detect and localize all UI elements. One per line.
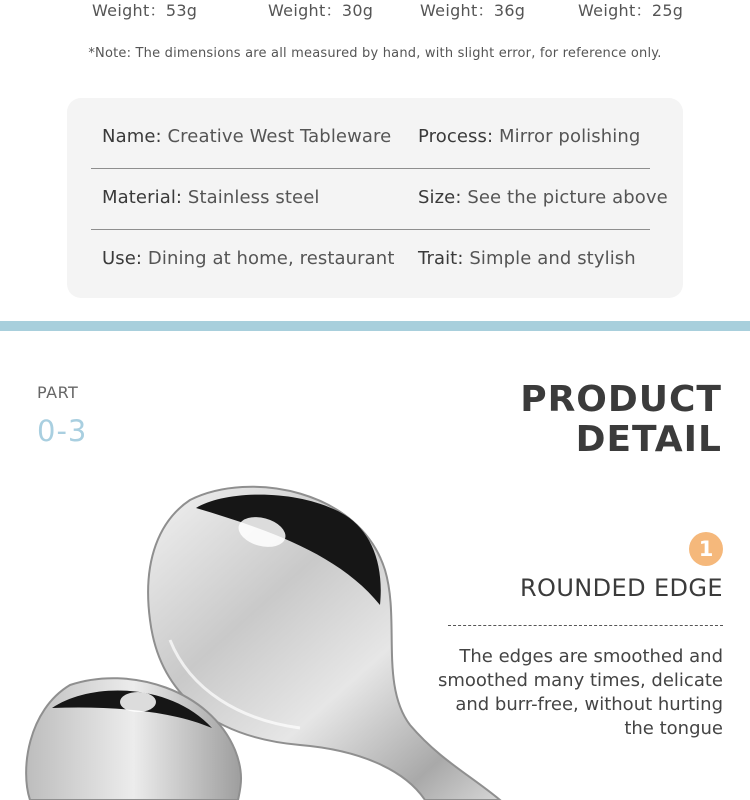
spec-value: See the picture above [461,187,668,208]
spec-key: Use: [102,248,143,269]
spec-key: Size: [418,187,462,208]
spec-row [91,169,668,230]
spec-key: Name: [102,126,162,147]
spec-use [102,248,394,269]
weight-label: Weight：30g [268,1,374,20]
weight-label: Weight：25g [578,1,684,20]
spoon-product-image [0,470,530,800]
spec-material [102,187,319,208]
section-divider [0,321,750,331]
weight-label: Weight：36g [420,1,526,20]
spec-trait [418,248,636,269]
section-title-line: DETAIL [575,419,722,460]
spec-process [418,126,640,147]
spec-value: Stainless steel [182,187,320,208]
part-label: PART [37,383,79,402]
spec-value: Dining at home, restaurant [142,248,395,269]
feature-description: The edges are smoothed and smoothed many times, delicate and burr-free, without hurting the tongue [437,646,723,739]
spec-size [418,187,668,208]
measurement-note: *Note: The dimensions are all measured by hand, with slight error, for reference only. [88,46,662,61]
dashed-divider [448,625,723,626]
feature-number-badge: 1 [689,532,723,566]
spec-key: Trait: [418,248,464,269]
section-title-line: PRODUCT [520,379,722,420]
spec-row [91,108,650,169]
spec-card [67,98,683,298]
spec-value: Simple and stylish [463,248,636,269]
spec-key: Material: [102,187,183,208]
feature-title: ROUNDED EDGE [519,574,723,602]
spec-name [102,126,391,147]
spec-value: Creative West Tableware [161,126,392,147]
section-title [520,380,722,460]
spec-row [91,230,650,291]
spec-value: Mirror polishing [493,126,641,147]
spec-key: Process: [418,126,494,147]
weight-label: Weight：53g [92,1,198,20]
weight-row [0,0,750,22]
part-number: 0-3 [37,414,88,448]
